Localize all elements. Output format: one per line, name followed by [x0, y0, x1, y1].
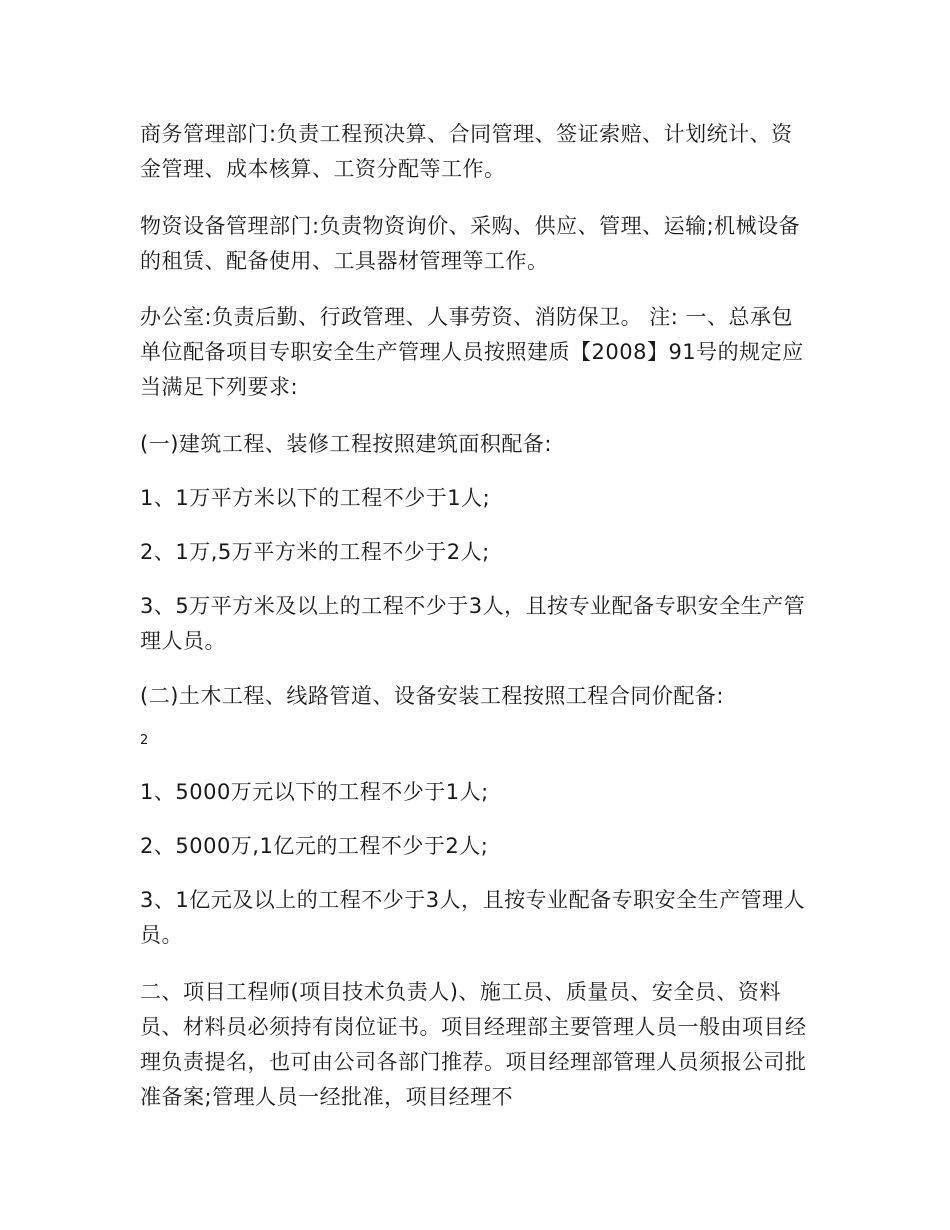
paragraph-business-dept: 商务管理部门:负责工程预决算、合同管理、签证索赔、计划统计、资金管理、成本核算、工资分配等工作。 — [140, 122, 793, 181]
paragraph-item-2-2: 2、5000万,1亿元的工程不少于2人; — [140, 834, 489, 858]
paragraph-materials-dept: 物资设备管理部门:负责物资询价、采购、供应、管理、运输;机械设备的租赁、配备使用、工具器材管理等工作。 — [140, 214, 801, 273]
paragraph-section-one: (一)建筑工程、装修工程按照建筑面积配备: — [140, 432, 552, 456]
page-number: 2 — [140, 733, 149, 748]
paragraph-item-1-3: 3、5万平方米及以上的工程不少于3人，且按专业配备专职安全生产管理人员。 — [140, 594, 806, 653]
paragraph-item-1-2: 2、1万,5万平方米的工程不少于2人; — [140, 540, 490, 564]
paragraph-item-1-1: 1、1万平方米以下的工程不少于1人; — [140, 486, 491, 510]
paragraph-item-2-3: 3、1亿元及以上的工程不少于3人，且按专业配备专职安全生产管理人员。 — [140, 888, 806, 947]
paragraph-certificates: 二、项目工程师(项目技术负责人)、施工员、质量员、安全员、资料员、材料员必须持有岗位证书。项目经理部主要管理人员一般由项目经理负责提名，也可由公司各部门推荐。项目经理部管理人员须报公司批准备案;管理人员一经批准，项目经理不 — [140, 980, 807, 1109]
paragraph-item-2-1: 1、5000万元以下的工程不少于1人; — [140, 780, 489, 804]
paragraph-office-note: 办公室:负责后勤、行政管理、人事劳资、消防保卫。 注: 一、总承包单位配备项目专职安全生产管理人员按照建质【2008】91号的规定应当满足下列要求: — [140, 305, 804, 399]
paragraph-section-two: (二)土木工程、线路管道、设备安装工程按照工程合同价配备: — [140, 684, 724, 708]
